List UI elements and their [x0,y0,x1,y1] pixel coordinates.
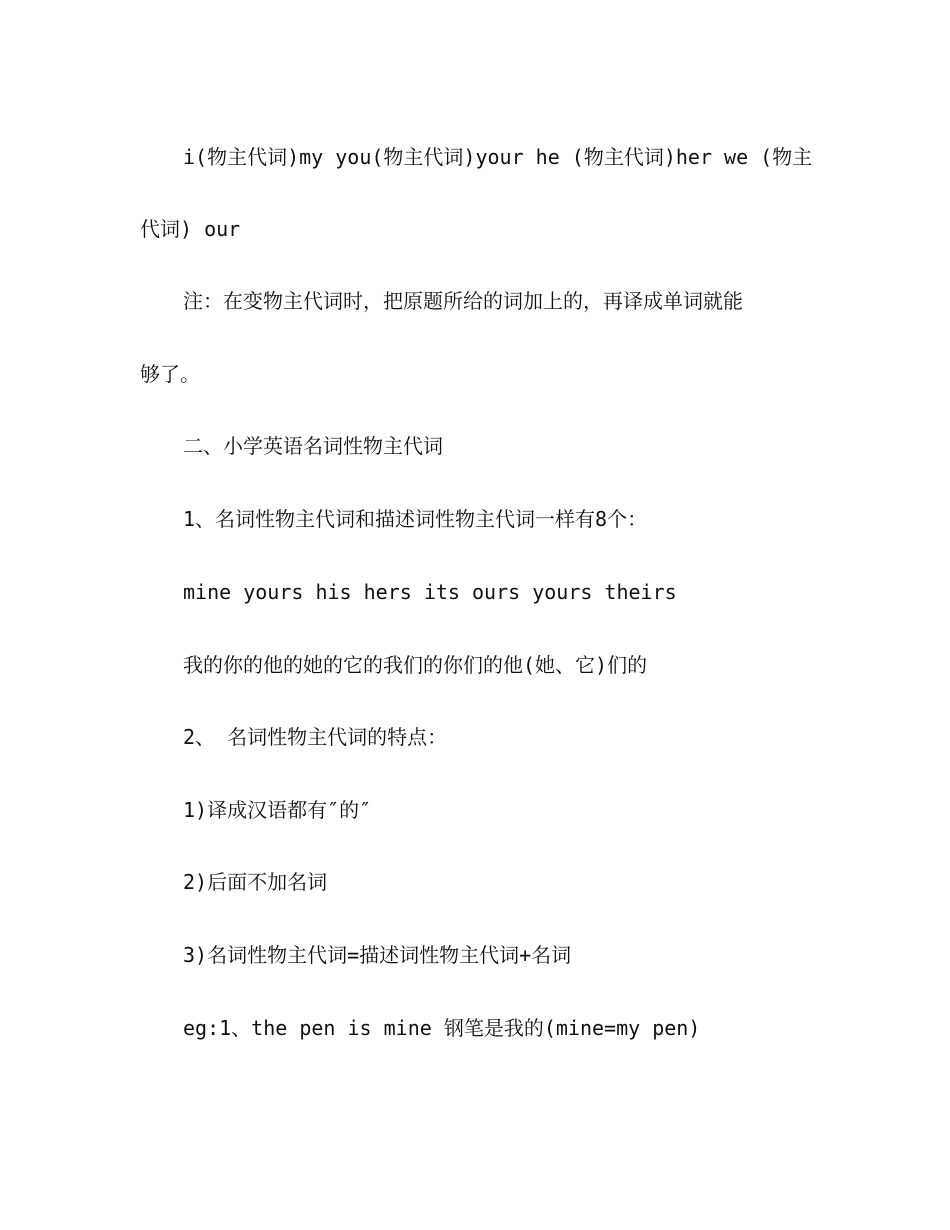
chinese-pronouns: 我的你的他的她的它的我们的你们的他(她、它)们的 [183,653,648,677]
section-heading: 二、小学英语名词性物主代词 [183,434,443,458]
feature-1: 1)译成汉语都有″的″ [183,798,372,822]
note-line-2: 够了。 [140,362,200,386]
list-item-2: 2、 名词性物主代词的特点： [183,725,448,749]
feature-3: 3)名词性物主代词=描述词性物主代词+名词 [183,943,572,967]
note-line-1: 注：在变物主代词时，把原题所给的词加上的，再译成单词就能 [183,289,743,313]
list-item-1: 1、名词性物主代词和描述词性物主代词一样有8个： [183,507,648,531]
paragraph-line-2: 代词) our [140,217,241,241]
paragraph-line-1: i(物主代词)my you(物主代词)your he (物主代词)her we (物主 [183,145,813,169]
example-1: eg:1、the pen is mine 钢笔是我的(mine=my pen) [183,1016,701,1040]
english-pronouns: mine yours his hers its ours yours theirs [183,580,677,604]
feature-2: 2)后面不加名词 [183,870,328,894]
